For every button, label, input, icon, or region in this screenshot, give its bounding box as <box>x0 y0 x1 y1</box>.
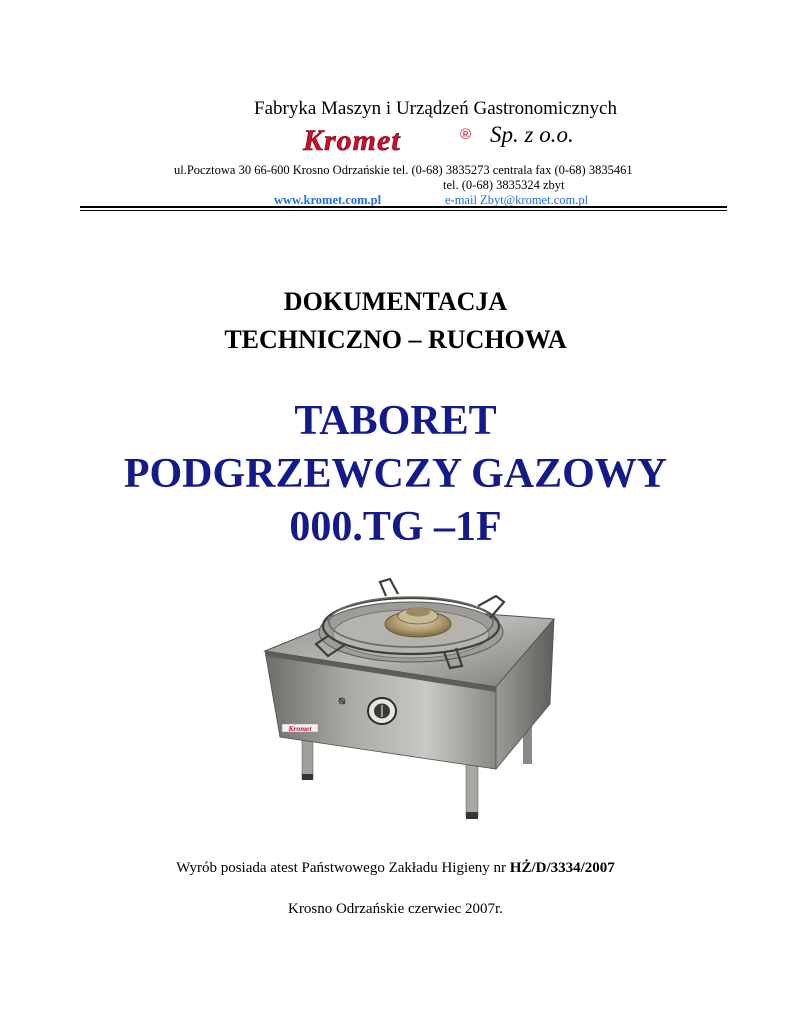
email-link[interactable]: e-mail Zbyt@kromet.com.pl <box>445 193 589 207</box>
certificate-prefix: Wyrób posiada atest Państwowego Zakładu Higieny nr <box>176 860 510 876</box>
product-title-line1: TABORET <box>294 398 497 444</box>
document-title-line1: DOKUMENTACJA <box>283 287 508 316</box>
product-title-line2: PODGRZEWCZY GAZOWY <box>123 451 668 497</box>
document-title <box>0 283 791 359</box>
kromet-logo <box>300 124 485 156</box>
place-and-date: Krosno Odrzańskie czerwiec 2007r. <box>288 901 503 917</box>
address-line: ul.Pocztowa 30 66-600 Krosno Odrzańskie tel. (0-68) 3835273 centrala fax (0-68) 3835461 <box>174 163 633 177</box>
sales-phone: tel. (0-68) 3835324 zbyt <box>443 178 565 192</box>
document-title-line2: TECHNICZNO – RUCHOWA <box>224 325 567 354</box>
company-suffix: Sp. z o.o. <box>490 122 574 147</box>
registered-mark: ® <box>460 126 472 143</box>
product-photo <box>258 574 555 829</box>
certificate-number: HŻ/D/3334/2007 <box>509 860 615 876</box>
website-link[interactable]: www.kromet.com.pl <box>274 193 382 207</box>
product-title-line3: 000.TG –1F <box>289 504 502 550</box>
svg-text:Kromet: Kromet <box>303 124 401 156</box>
company-name: Fabryka Maszyn i Urządzeń Gastronomicznych <box>254 98 617 119</box>
header-rule-thick <box>80 206 727 208</box>
header-rule-thin <box>80 210 727 211</box>
photo-brand-label: Kromet <box>288 724 312 733</box>
product-title <box>0 395 791 554</box>
certificate-note <box>0 860 791 877</box>
